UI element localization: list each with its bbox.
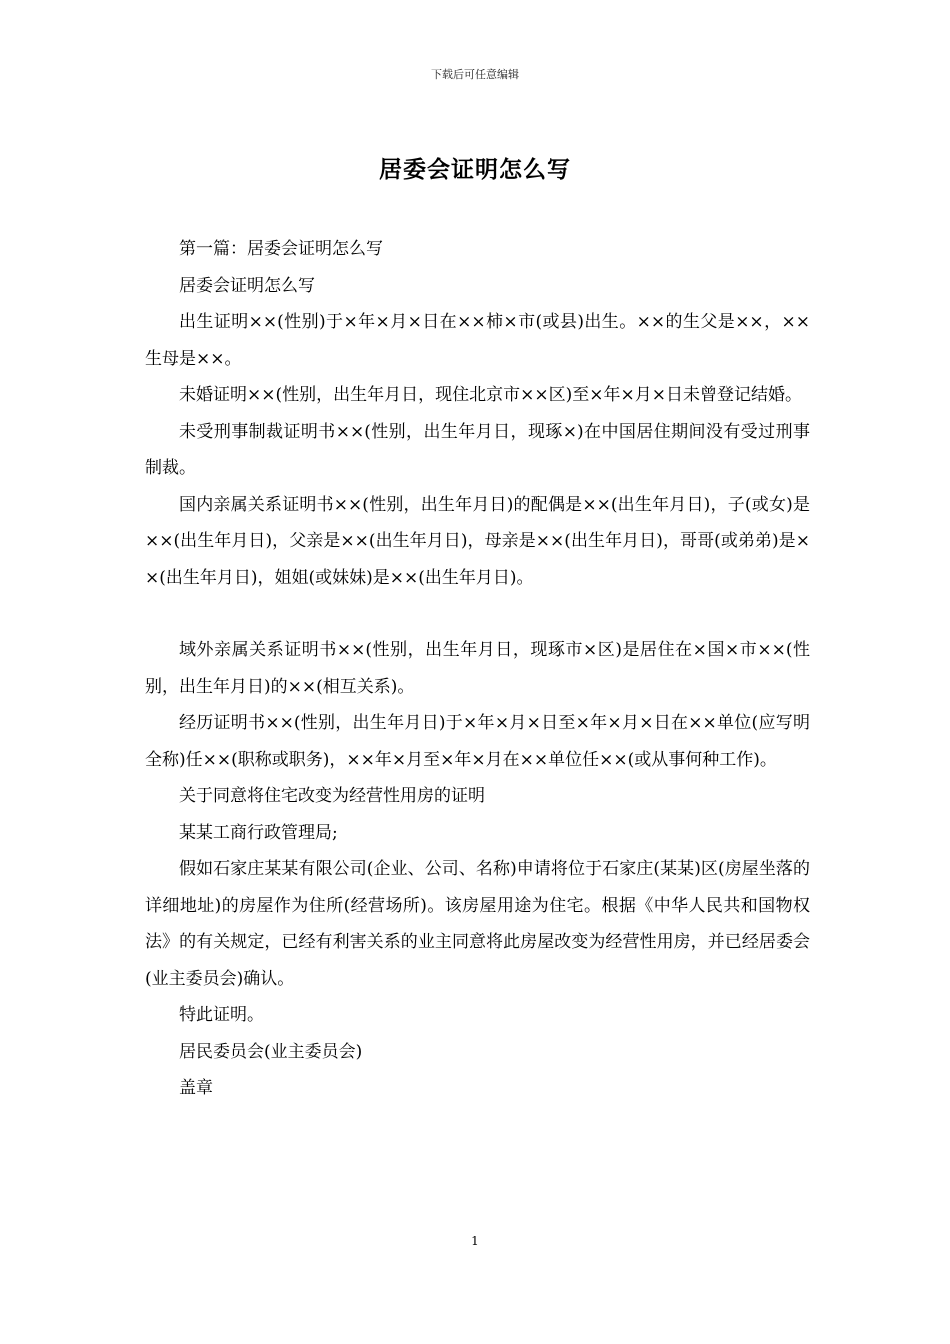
paragraph-residence-change-heading: 关于同意将住宅改变为经营性用房的证明 (179, 786, 485, 806)
paragraph-hereby-certify: 特此证明。 (179, 1005, 264, 1025)
paragraph-no-criminal-record: 未受刑事制裁证明书××(性别，出生年月日，现琢×)在中国居住期间没有受过刑事制裁。 (145, 421, 810, 478)
paragraph-unmarried-certificate: 未婚证明××(性别，出生年月日，现住北京市××区)至×年×月×日未曾登记结婚。 (179, 385, 802, 405)
paragraph-seal: 盖章 (179, 1078, 213, 1098)
page-header: 下载后可任意编辑 (431, 68, 519, 81)
document-body (145, 231, 810, 1107)
paragraph-work-experience: 经历证明书××(性别，出生年月日)于×年×月×日至×年×月×日在××单位(应写明全称)任××(职称或职务)，××年×月至×年×月在××单位任××(或从事何种工作)。 (145, 713, 810, 770)
paragraph-residence-change-body: 假如石家庄某某有限公司(企业、公司、名称)申请将位于石家庄(某某)区(房屋坐落的详细地址)的房屋作为住所(经营场所)。该房屋用途为住宅。根据《中华人民共和国物权法》的有关规定，已经有利害关系的业主同意将此房屋改变为经营性用房，并已经居委会(业主委员会)确认。 (145, 859, 810, 989)
document-title: 居委会证明怎么写 (379, 156, 571, 183)
paragraph-birth-certificate: 出生证明××(性别)于×年×月×日在××柿×市(或县)出生。××的生父是××，××生母是××。 (145, 312, 810, 369)
paragraph-section-heading: 第一篇：居委会证明怎么写 (179, 239, 383, 259)
page-number: 1 (471, 1234, 479, 1248)
paragraph-overseas-relatives: 域外亲属关系证明书××(性别，出生年月日，现琢市×区)是居住在×国×市××(性别，出生年月日)的××(相互关系)。 (145, 640, 810, 697)
paragraph-signatory: 居民委员会(业主委员会) (179, 1041, 363, 1062)
paragraph-subtitle: 居委会证明怎么写 (179, 275, 315, 296)
paragraph-addressee: 某某工商行政管理局; (179, 822, 338, 843)
paragraph-domestic-relatives: 国内亲属关系证明书××(性别，出生年月日)的配偶是××(出生年月日)，子(或女)是××(出生年月日)，父亲是××(出生年月日)，母亲是××(出生年月日)，哥哥(或弟弟)是××(出生年月日)，姐姐(或妹妹)是××(出生年月日)。 (145, 494, 810, 588)
